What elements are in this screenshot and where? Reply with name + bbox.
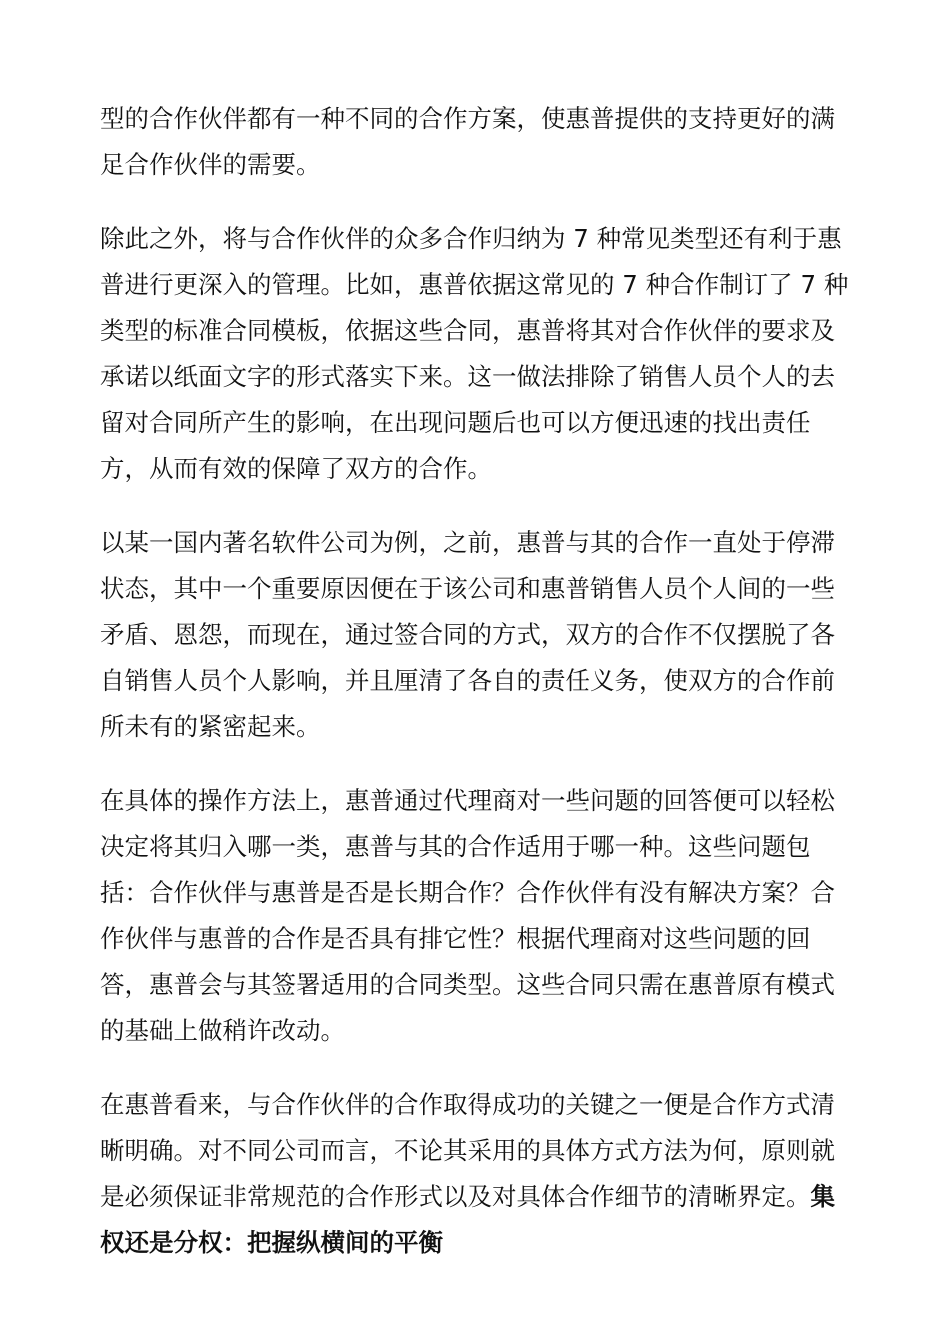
paragraph-5-text: 在惠普看来，与合作伙伴的合作取得成功的关键之一便是合作方式清晰明确。对不同公司而言，不论其采用的具体方式方法为何，原则就是必须保证非常规范的合作形式以及对具体合作细节的清晰界定。 — [100, 1090, 835, 1211]
paragraph-2: 除此之外，将与合作伙伴的众多合作归纳为 7 种常见类型还有利于惠普进行更深入的管理。比如，惠普依据这常见的 7 种合作制订了 7 种类型的标准合同模板，依据这些合同，惠普将其对合作伙伴的要求及承诺以纸面文字的形式落实下来。这一做法排除了销售人员个人的去留对合同所产生的影响，在出现问题后也可以方便迅速的找出责任方，从而有效的保障了双方的合作。 — [100, 224, 849, 483]
paragraph-5 — [100, 1082, 850, 1266]
paragraph-4: 在具体的操作方法上，惠普通过代理商对一些问题的回答便可以轻松决定将其归入哪一类，惠普与其的合作适用于哪一种。这些问题包括：合作伙伴与惠普是否是长期合作？合作伙伴有没有解决方案？合作伙伴与惠普的合作是否具有排它性？根据代理商对这些问题的回答，惠普会与其签署适用的合同类型。这些合同只需在惠普原有模式的基础上做稍许改动。 — [100, 786, 835, 1045]
section-heading: 集权还是分权：把握纵横间的平衡 — [100, 1182, 835, 1257]
paragraph-1: 型的合作伙伴都有一种不同的合作方案，使惠普提供的支持更好的满足合作伙伴的需要。 — [100, 104, 835, 179]
paragraph-3: 以某一国内著名软件公司为例，之前，惠普与其的合作一直处于停滞状态，其中一个重要原因便在于该公司和惠普销售人员个人间的一些矛盾、恩怨，而现在，通过签合同的方式，双方的合作不仅摆脱了各自销售人员个人影响，并且厘清了各自的责任义务，使双方的合作前所未有的紧密起来。 — [100, 528, 835, 741]
document-page — [100, 96, 850, 1294]
